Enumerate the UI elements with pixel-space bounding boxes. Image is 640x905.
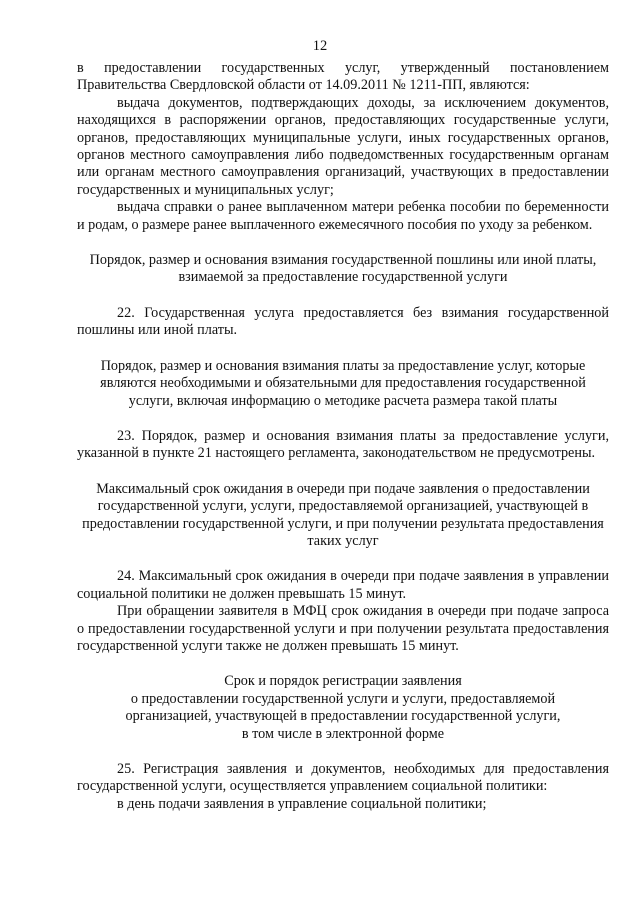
paragraph-intro: в предоставлении государственных услуг, утвержденный постановлением Правительства Свердловской области от 14.09.2011 № 1211-ПП, являются: bbox=[77, 60, 609, 94]
section-heading-registration bbox=[77, 673, 609, 743]
registration-heading-line: в том числе в электронной форме bbox=[241, 725, 445, 742]
registration-heading-line: организацией, участвующей в предоставлении государственной услуги, bbox=[125, 708, 561, 725]
paragraph-certificate: выдача справки о ранее выплаченном матери ребенка пособии по беременности и родам, о размере ранее выплаченного ежемесячного пособия по уходу за ребенком. bbox=[77, 199, 609, 233]
paragraph-24: 24. Максимальный срок ожидания в очереди при подаче заявления в управлении социальной политики не должен превышать 15 минут. bbox=[77, 568, 609, 602]
registration-heading-line: о предоставлении государственной услуги и услуги, предоставляемой bbox=[130, 690, 556, 707]
paragraph-24-mfc: При обращении заявителя в МФЦ срок ожидания в очереди при подаче запроса о предоставлении государственной услуги и при получении результата предоставления государственной услуги также не должен превышать 15 минут. bbox=[77, 603, 609, 654]
paragraph-23: 23. Порядок, размер и основания взимания платы за предоставление услуги, указанной в пункте 21 настоящего регламента, законодательством не предусмотрены. bbox=[77, 427, 609, 462]
section-heading-fee: Порядок, размер и основания взимания государственной пошлины или иной платы, взимаемой за предоставление государственной услуги bbox=[89, 252, 597, 286]
paragraph-22: 22. Государственная услуга предоставляется без взимания государственной пошлины или иной платы. bbox=[77, 304, 609, 339]
registration-heading-line: Срок и порядок регистрации заявления bbox=[224, 673, 462, 690]
section-heading-payment: Порядок, размер и основания взимания платы за предоставление услуг, которые являются необходимыми и обязательными для предоставления государственной услуги, включая информацию о методике расчета размера такой платы bbox=[100, 357, 586, 409]
page-number: 12 bbox=[312, 38, 328, 54]
paragraph-25: 25. Регистрация заявления и документов, необходимых для предоставления государственной услуги, осуществляется управлением социальной политики: bbox=[77, 761, 609, 795]
section-heading-waiting: Максимальный срок ожидания в очереди при подаче заявления о предоставлении государственной услуги, услуги, предоставляемой организацией, участвующей в предоставлении государственной услуги, и при получении результата предоставления таких услуг bbox=[82, 480, 604, 549]
document-body bbox=[77, 60, 609, 813]
paragraph-25-day: в день подачи заявления в управление социальной политики; bbox=[117, 795, 487, 812]
paragraph-documents: выдача документов, подтверждающих доходы, за исключением документов, находящихся в распоряжении органов, предоставляющих государственные услуги, органов, предоставляющих муниципальные услуги, иных государственных органов, органов местного самоуправления либо подведомственных государственным органам или органам местного самоуправления организаций, участвующих в предоставлении государственных и муниципальных услуг; bbox=[77, 94, 609, 198]
